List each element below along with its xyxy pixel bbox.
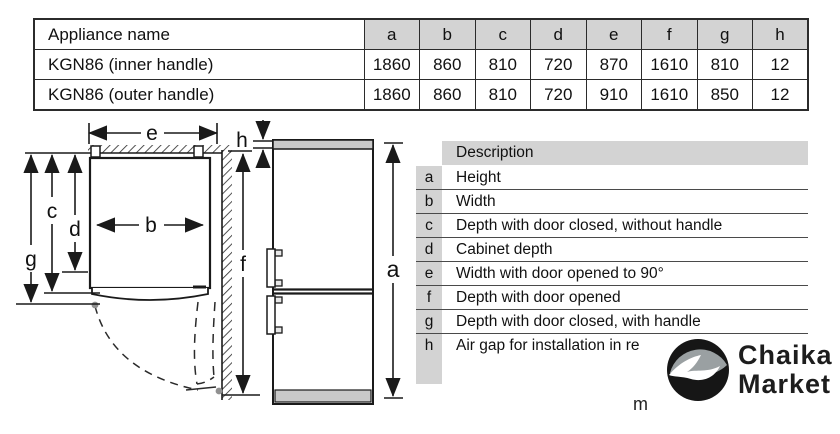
cell-value: 810 xyxy=(697,50,753,80)
desc-text: Air gap for installation in re xyxy=(456,337,640,354)
cell-value: 850 xyxy=(697,80,753,111)
seagull-icon xyxy=(663,335,733,405)
col-header-a: a xyxy=(364,19,420,50)
cell-model-name: KGN86 (outer handle) xyxy=(34,80,364,111)
cell-value: 12 xyxy=(753,50,809,80)
desc-key: d xyxy=(416,238,442,261)
col-header-d: d xyxy=(531,19,587,50)
dim-label-d: d xyxy=(69,218,81,241)
dim-label-c: c xyxy=(46,200,58,223)
desc-text: Cabinet depth xyxy=(456,241,553,258)
cell-value: 870 xyxy=(586,50,642,80)
description-key-column-stub xyxy=(416,357,442,384)
cell-value: 860 xyxy=(420,50,476,80)
desc-text: Height xyxy=(456,169,501,186)
cell-value: 910 xyxy=(586,80,642,111)
col-header-h: h xyxy=(753,19,809,50)
description-header-row xyxy=(416,141,808,165)
dim-label-a: a xyxy=(386,256,400,282)
dim-label-f: f xyxy=(240,253,246,276)
description-row-d xyxy=(416,238,808,262)
desc-text: Depth with door closed, with handle xyxy=(456,313,701,330)
desc-key: g xyxy=(416,310,442,333)
cell-value: 810 xyxy=(475,50,531,80)
cell-value: 1860 xyxy=(364,50,420,80)
cell-value: 810 xyxy=(475,80,531,111)
col-header-b: b xyxy=(420,19,476,50)
desc-key: c xyxy=(416,214,442,237)
desc-key: f xyxy=(416,286,442,309)
logo-line2: Market xyxy=(738,369,832,399)
description-row-b xyxy=(416,190,808,214)
cell-value: 720 xyxy=(531,80,587,111)
desc-key: a xyxy=(416,166,442,189)
desc-text: Depth with door closed, without handle xyxy=(456,217,723,234)
logo-line1: Chaika xyxy=(738,340,833,370)
desc-text: Depth with door opened xyxy=(456,289,621,306)
col-header-e: e xyxy=(586,19,642,50)
cell-value: 1610 xyxy=(642,80,698,111)
dimension-h xyxy=(253,120,273,168)
col-header-appliance-name: Appliance name xyxy=(34,19,364,50)
desc-key: h xyxy=(416,334,442,357)
dim-label-h: h xyxy=(236,129,248,152)
dim-label-e: e xyxy=(146,122,158,145)
description-header-label: Description xyxy=(442,141,808,165)
cell-value: 1860 xyxy=(364,80,420,111)
description-row-f xyxy=(416,286,808,310)
description-row-e xyxy=(416,262,808,286)
col-header-c: c xyxy=(475,19,531,50)
logo-text xyxy=(738,341,833,399)
dim-label-g: g xyxy=(25,248,37,271)
description-row-g xyxy=(416,310,808,334)
cell-value: 12 xyxy=(753,80,809,111)
desc-key: e xyxy=(416,262,442,285)
desc-text: Width with door opened to 90° xyxy=(456,265,664,282)
cell-value: 860 xyxy=(420,80,476,111)
door-swing-arc xyxy=(92,302,223,395)
cell-value: 1610 xyxy=(642,50,698,80)
description-row-a xyxy=(416,166,808,190)
fridge-front-view xyxy=(267,140,373,404)
unit-text: m xyxy=(633,394,648,414)
description-row-c xyxy=(416,214,808,238)
desc-text: Width xyxy=(456,193,496,210)
desc-key: b xyxy=(416,190,442,213)
dim-label-b: b xyxy=(145,214,157,237)
col-header-g: g xyxy=(697,19,753,50)
col-header-f: f xyxy=(642,19,698,50)
description-header-spacer xyxy=(416,141,442,165)
cell-value: 720 xyxy=(531,50,587,80)
cell-model-name: KGN86 (inner handle) xyxy=(34,50,364,80)
chaika-market-logo xyxy=(663,335,833,405)
